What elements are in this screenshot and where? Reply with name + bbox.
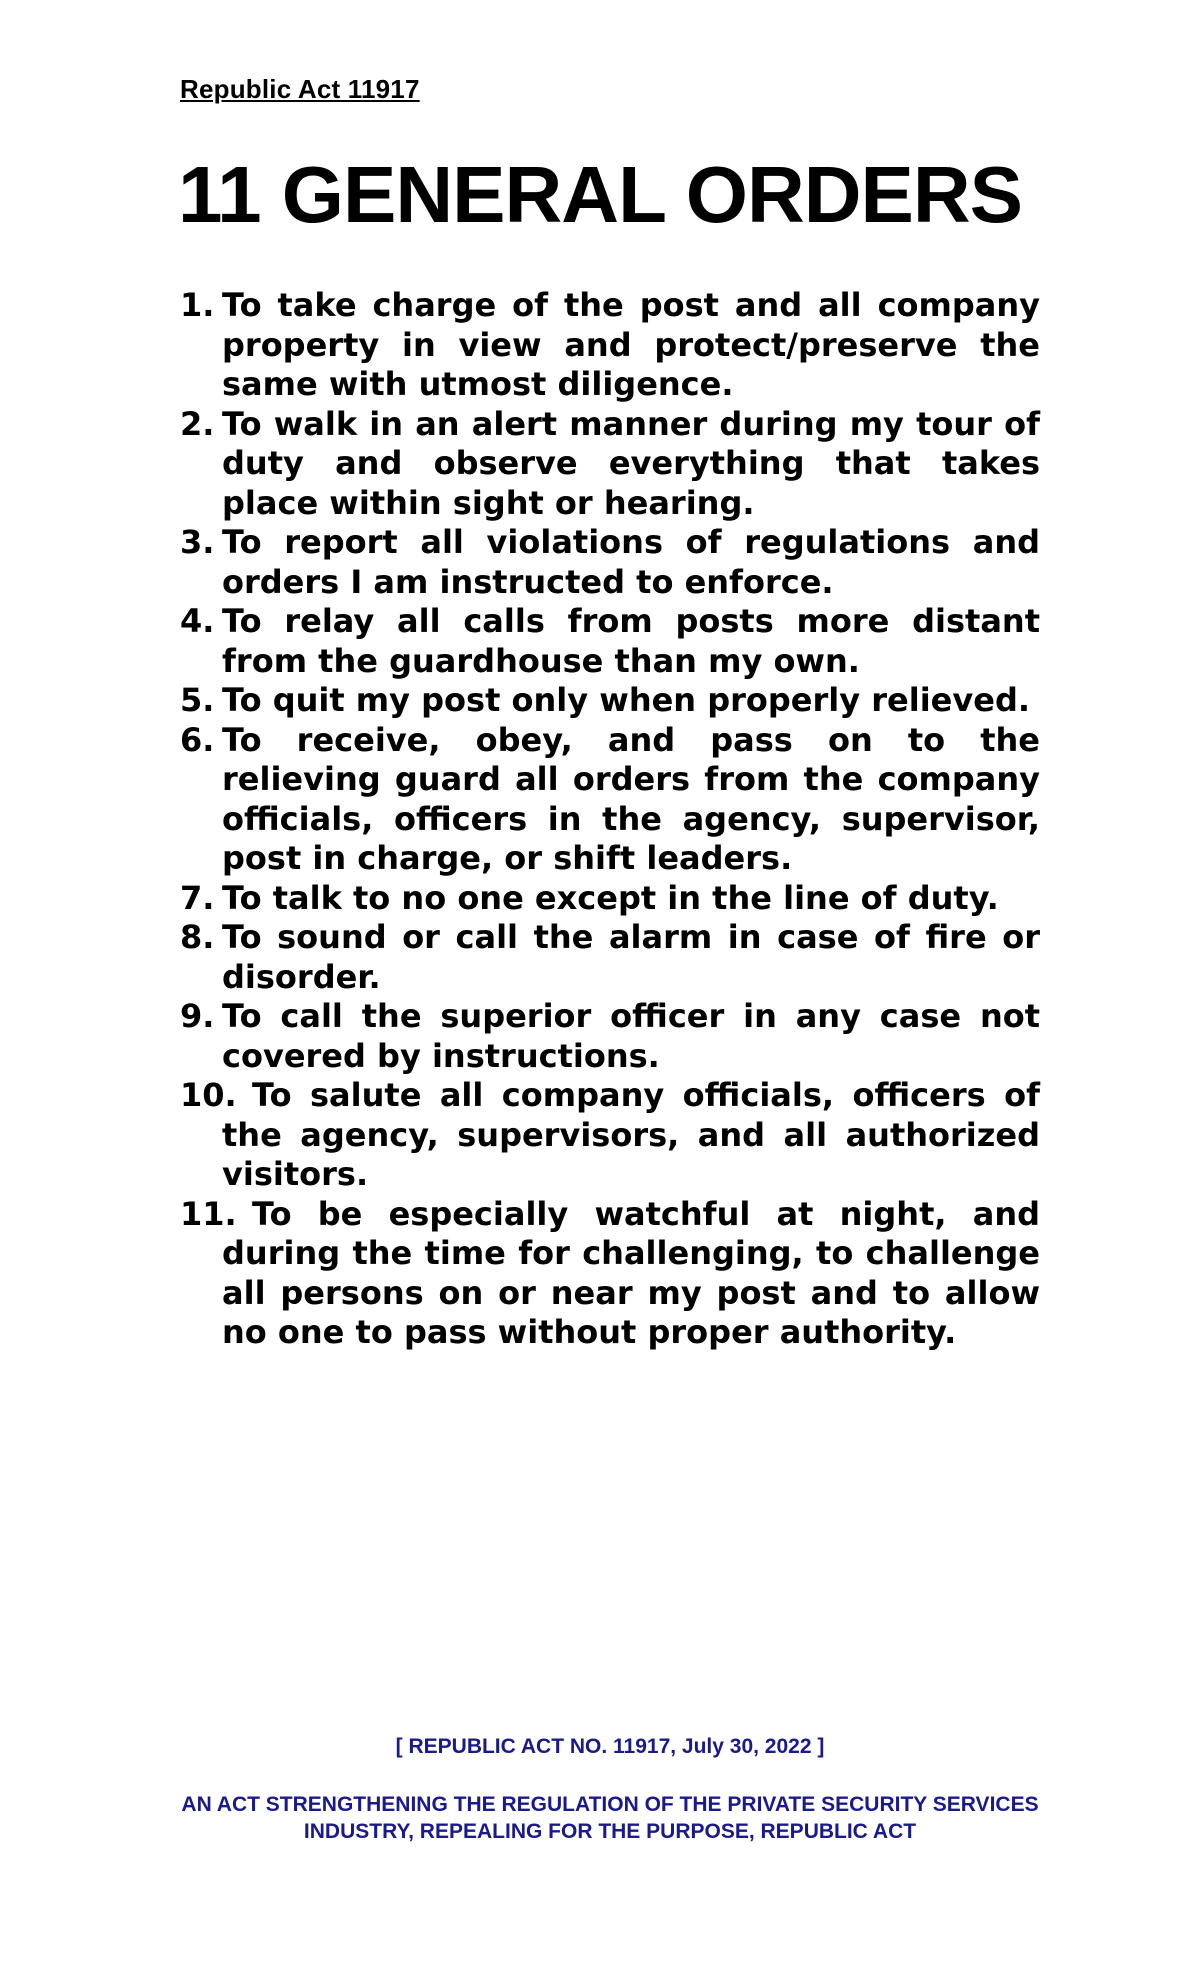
order-text: To call the superior officer in any case not covered by instructions.	[222, 997, 1040, 1075]
order-number: 5.	[180, 681, 215, 719]
footer-description: AN ACT STRENGTHENING THE REGULATION OF THE PRIVATE SECURITY SERVICES INDUSTRY, REPEALING FOR THE PURPOSE, REPUBLIC ACT	[181, 1793, 1039, 1843]
order-number: 3.	[180, 523, 215, 561]
order-number: 4.	[180, 602, 215, 640]
order-number: 10.	[180, 1076, 237, 1114]
act-reference-heading: Republic Act 11917	[180, 74, 420, 104]
order-item	[180, 918, 1040, 997]
order-text: To quit my post only when properly relieved.	[222, 681, 1030, 719]
order-number: 7.	[180, 878, 215, 917]
order-number: 9.	[180, 997, 215, 1035]
order-text: To salute all company officials, officers of the agency, supervisors, and all authorized visitors.	[222, 1076, 1040, 1193]
order-item	[180, 1076, 1040, 1195]
order-item	[180, 879, 1040, 919]
order-text: To receive, obey, and pass on to the relieving guard all orders from the company officials, officers in the agency, supervisor, post in charge, or shift leaders.	[222, 720, 1040, 877]
order-number: 1.	[180, 286, 215, 324]
general-orders-list	[180, 286, 1040, 1353]
order-number: 11.	[180, 1194, 237, 1233]
order-text: To sound or call the alarm in case of fire or disorder.	[222, 918, 1040, 996]
order-text: To be especially watchful at night, and during the time for challenging, to challenge all persons on or near my post and to allow no one to pass without proper authority.	[222, 1194, 1040, 1351]
order-text: To talk to no one except in the line of duty.	[222, 878, 999, 917]
order-item	[180, 602, 1040, 681]
order-text: To relay all calls from posts more distant from the guardhouse than my own.	[222, 602, 1040, 680]
order-number: 2.	[180, 404, 215, 443]
order-item	[180, 681, 1040, 721]
order-item	[180, 286, 1040, 405]
order-text: To report all violations of regulations and orders I am instructed to enforce.	[222, 523, 1040, 601]
order-item	[180, 523, 1040, 602]
order-number: 8.	[180, 918, 215, 956]
footer-citation: [ REPUBLIC ACT NO. 11917, July 30, 2022 ]	[395, 1735, 825, 1758]
page-title: 11 GENERAL ORDERS	[178, 150, 1022, 239]
order-text: To walk in an alert manner during my tour of duty and observe everything that takes place within sight or hearing.	[222, 404, 1040, 522]
order-text: To take charge of the post and all company property in view and protect/preserve the same with utmost diligence.	[222, 286, 1040, 403]
order-item	[180, 997, 1040, 1076]
order-item	[180, 721, 1040, 879]
order-item	[180, 1195, 1040, 1353]
order-item	[180, 405, 1040, 524]
order-number: 6.	[180, 720, 215, 759]
